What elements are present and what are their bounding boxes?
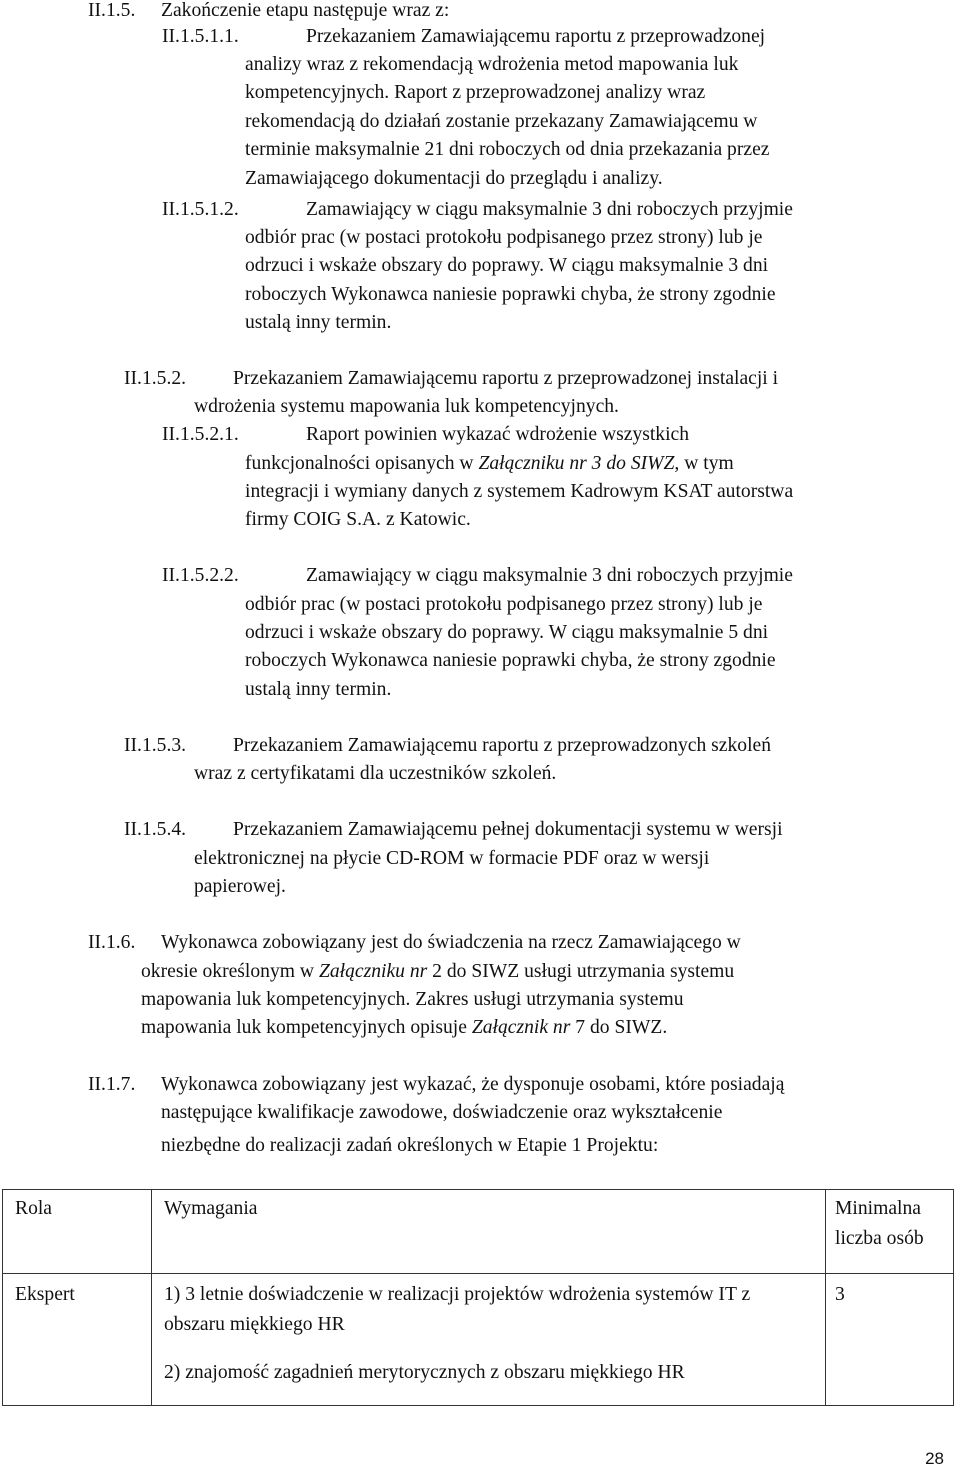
paragraph-line xyxy=(141,958,734,986)
paragraph-line: Przekazaniem Zamawiającemu raportu z przeprowadzonej xyxy=(306,26,766,47)
section-number-1-5-2: II.1.5.2. xyxy=(124,368,187,389)
paragraph-line: wraz z certyfikatami dla uczestników szkoleń. xyxy=(194,763,557,784)
requirements-table xyxy=(2,1189,954,1406)
paragraph-line: Zamawiający w ciągu maksymalnie 3 dni roboczych przyjmie xyxy=(306,565,793,586)
paragraph-line: analizy wraz z rekomendacją wdrożenia metod mapowania luk xyxy=(245,54,739,75)
paragraph-line: odbiór prac (w postaci protokołu podpisanego przez strony) lub je xyxy=(245,594,763,615)
paragraph-line: Przekazaniem Zamawiającemu pełnej dokumentacji systemu w wersji xyxy=(233,819,783,840)
attachment-reference: Załączniku nr 3 do SIWZ, xyxy=(478,453,680,474)
section-number-1-6: II.1.6. xyxy=(88,932,136,953)
paragraph-line: roboczych Wykonawca naniesie poprawki chyba, że strony zgodnie xyxy=(245,284,776,305)
table-cell-role: Ekspert xyxy=(3,1274,152,1406)
section-number-1-5-1-1: II.1.5.1.1. xyxy=(162,26,239,47)
attachment-reference: Załącznik nr xyxy=(471,1017,571,1038)
paragraph-line: ustalą inny termin. xyxy=(245,312,392,333)
paragraph-line: firmy COIG S.A. z Katowic. xyxy=(245,509,471,530)
paragraph-line: Raport powinien wykazać wdrożenie wszystkich xyxy=(306,424,690,445)
text-run: mapowania luk kompetencyjnych opisuje xyxy=(141,1017,472,1038)
paragraph-line: mapowania luk kompetencyjnych. Zakres usługi utrzymania systemu xyxy=(141,989,684,1010)
section-number-1-5-3: II.1.5.3. xyxy=(124,735,187,756)
table-cell-count: 3 xyxy=(826,1274,954,1406)
table-row xyxy=(3,1274,954,1406)
paragraph-line: Zamawiający w ciągu maksymalnie 3 dni roboczych przyjmie xyxy=(306,199,793,220)
attachment-reference: Załączniku nr xyxy=(318,961,428,982)
paragraph-line: integracji i wymiany danych z systemem Kadrowym KSAT autorstwa xyxy=(245,481,794,502)
section-text: Zakończenie etapu następuje wraz z: xyxy=(161,0,450,21)
table-cell-requirements xyxy=(152,1274,826,1406)
text-run: funkcjonalności opisanych w xyxy=(245,453,479,474)
table-header-row xyxy=(3,1190,954,1274)
text-run: 2 do SIWZ usługi utrzymania systemu xyxy=(427,961,735,982)
paragraph-line: odrzuci i wskaże obszary do poprawy. W ciągu maksymalnie 3 dni xyxy=(245,255,769,276)
paragraph-line: roboczych Wykonawca naniesie poprawki chyba, że strony zgodnie xyxy=(245,650,776,671)
requirement-item: 2) znajomość zagadnień merytorycznych z obszaru miękkiego HR xyxy=(164,1362,685,1383)
paragraph-line: papierowej. xyxy=(194,876,286,897)
section-number-1-5-2-1: II.1.5.2.1. xyxy=(162,424,239,445)
paragraph-line: ustalą inny termin. xyxy=(245,679,392,700)
paragraph-line: rekomendacją do działań zostanie przekazany Zamawiającemu w xyxy=(245,111,758,132)
section-number-1-5-1-2: II.1.5.1.2. xyxy=(162,199,239,220)
section-number-1-5-2-2: II.1.5.2.2. xyxy=(162,565,239,586)
paragraph-line: niezbędne do realizacji zadań określonych w Etapie 1 Projektu: xyxy=(161,1135,659,1156)
requirement-item: 1) 3 letnie doświadczenie w realizacji projektów wdrożenia systemów IT z obszaru miękkiego HR xyxy=(164,1284,751,1335)
paragraph-line: wdrożenia systemu mapowania luk kompetencyjnych. xyxy=(194,396,619,417)
paragraph-line: terminie maksymalnie 21 dni roboczych od dnia przekazania przez xyxy=(245,139,770,160)
page-number: 28 xyxy=(925,1449,944,1468)
paragraph-line: Zamawiającego dokumentacji do przeglądu i analizy. xyxy=(245,168,663,189)
paragraph-line: elektronicznej na płycie CD-ROM w formacie PDF oraz w wersji xyxy=(194,848,710,869)
paragraph-line: Przekazaniem Zamawiającemu raportu z przeprowadzonej instalacji i xyxy=(233,368,779,389)
paragraph-line: Wykonawca zobowiązany jest do świadczenia na rzecz Zamawiającego w xyxy=(161,932,741,953)
text-run: 7 do SIWZ. xyxy=(570,1017,668,1038)
text-run: okresie określonym w xyxy=(141,961,319,982)
paragraph-line xyxy=(141,1014,667,1042)
paragraph-line: kompetencyjnych. Raport z przeprowadzonej analizy wraz xyxy=(245,82,706,103)
text-run: w tym xyxy=(679,453,734,474)
table-header-cell: Minimalna liczba osób xyxy=(826,1190,954,1274)
paragraph-line: Wykonawca zobowiązany jest wykazać, że dysponuje osobami, które posiadają xyxy=(161,1074,785,1095)
paragraph-line: odrzuci i wskaże obszary do poprawy. W ciągu maksymalnie 5 dni xyxy=(245,622,769,643)
section-number: II.1.5. xyxy=(88,0,136,21)
paragraph-line: odbiór prac (w postaci protokołu podpisanego przez strony) lub je xyxy=(245,227,763,248)
section-heading-1-5 xyxy=(88,0,450,25)
table-header-cell: Rola xyxy=(3,1190,152,1274)
paragraph-line xyxy=(245,450,734,478)
section-number-1-5-4: II.1.5.4. xyxy=(124,819,187,840)
table-header-cell: Wymagania xyxy=(152,1190,826,1274)
section-number-1-7: II.1.7. xyxy=(88,1074,136,1095)
paragraph-line: Przekazaniem Zamawiającemu raportu z przeprowadzonych szkoleń xyxy=(233,735,772,756)
paragraph-line: następujące kwalifikacje zawodowe, doświadczenie oraz wykształcenie xyxy=(161,1102,723,1123)
